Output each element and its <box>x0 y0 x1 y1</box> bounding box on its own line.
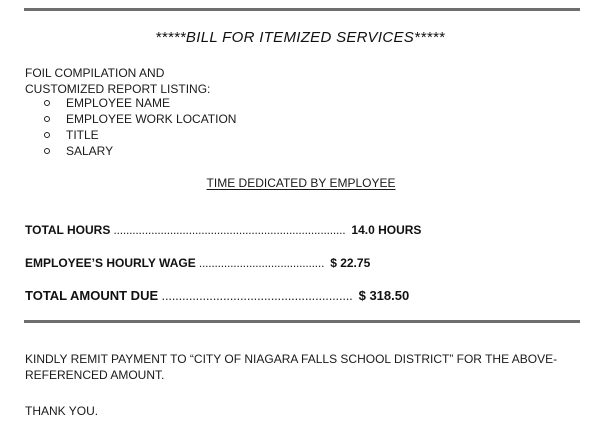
dot-leader: ........................................................ <box>158 288 353 303</box>
closing-text: THANK YOU. <box>25 404 99 418</box>
hourly-wage-label: EMPLOYEE’S HOURLY WAGE <box>25 256 196 270</box>
total-hours-row <box>25 223 421 237</box>
section-heading: TIME DEDICATED BY EMPLOYEE <box>206 176 396 190</box>
intro-line-1: FOIL COMPILATION AND <box>25 66 165 80</box>
dot-leader: ........................................ <box>195 256 325 270</box>
total-hours-label: TOTAL HOURS <box>25 223 111 237</box>
dot-leader: .......................................................................... <box>110 223 346 237</box>
amount-due-value: $ 318.50 <box>358 288 410 303</box>
report-fields-list <box>44 95 236 159</box>
list-item <box>44 143 236 159</box>
intro-line-2: CUSTOMIZED REPORT LISTING: <box>25 82 211 96</box>
service-description <box>25 65 210 97</box>
top-divider <box>24 8 580 11</box>
total-hours-value: 14.0 HOURS <box>351 223 422 237</box>
bullet-circle-icon <box>44 148 50 154</box>
hourly-wage-row <box>25 256 370 270</box>
list-item <box>44 111 236 127</box>
list-item-label: EMPLOYEE WORK LOCATION <box>66 112 237 126</box>
bullet-circle-icon <box>44 132 50 138</box>
list-item <box>44 127 236 143</box>
amount-due-row <box>25 288 409 303</box>
hourly-wage-value: $ 22.75 <box>330 256 371 270</box>
bullet-circle-icon <box>44 116 50 122</box>
list-item-label: TITLE <box>66 128 99 142</box>
bill-title: *****BILL FOR ITEMIZED SERVICES***** <box>155 29 445 46</box>
amount-due-label: TOTAL AMOUNT DUE <box>25 288 159 303</box>
remittance-instructions: KINDLY REMIT PAYMENT TO “CITY OF NIAGARA FALLS SCHOOL DISTRICT” FOR THE ABOVE-REFERENCED AMOUNT. <box>25 352 558 382</box>
bottom-divider <box>24 320 580 323</box>
list-item-label: SALARY <box>66 144 114 158</box>
list-item <box>44 95 236 111</box>
bullet-circle-icon <box>44 100 50 106</box>
list-item-label: EMPLOYEE NAME <box>66 96 171 110</box>
